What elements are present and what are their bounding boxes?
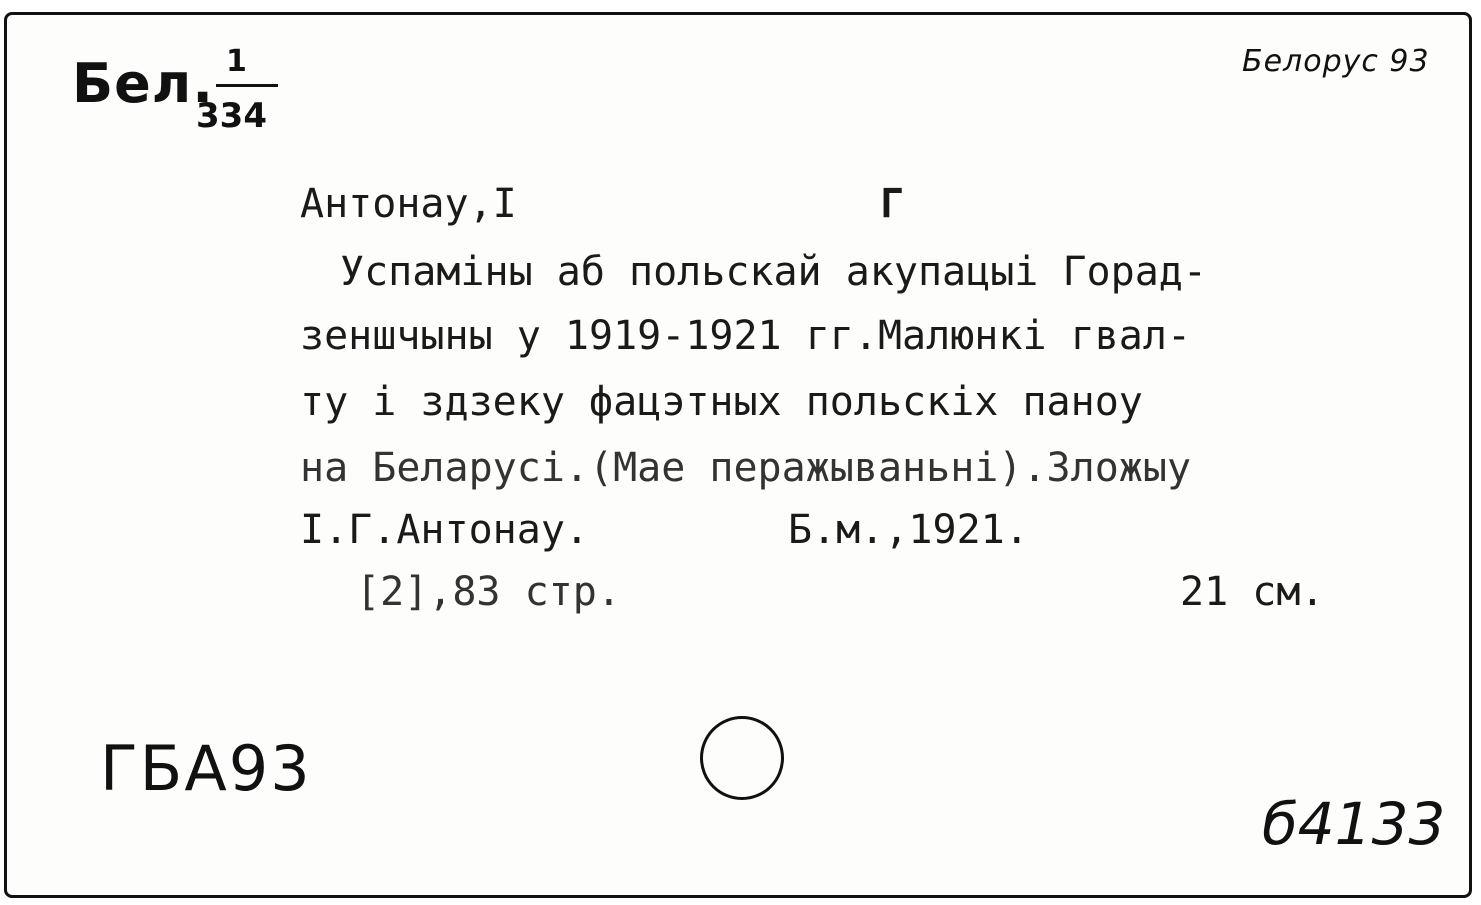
dimensions: 21 см. [1180, 569, 1325, 615]
shelfmark-denominator: 334 [196, 96, 267, 136]
title-line-4: на Беларусі.(Мае перажываньні).Зложыу [300, 445, 1192, 491]
title-line-3: ту і здзеку фацэтных польскіх паноу [300, 379, 1143, 425]
title-line-2: зеншчыны у 1919-1921 гг.Малюнкі гвал- [300, 313, 1192, 359]
shelfmark-prefix: Бел. [72, 52, 214, 115]
place-date: Б.м.,1921. [788, 507, 1029, 553]
card-punch-hole [700, 716, 784, 800]
pagination: [2],83 стр. [356, 569, 621, 615]
author-heading: Антонау,І [300, 181, 517, 227]
shelfmark-numerator: 1 [226, 44, 247, 79]
collection-label: Белорус 93 [1242, 44, 1430, 79]
statement-of-responsibility: І.Г.Антонау. [300, 507, 589, 553]
shelfmark-fraction-bar [216, 84, 278, 87]
title-line-1: Успаміны аб польскай акупацыі Горад- [340, 249, 1207, 295]
inventory-number: б4133 [1262, 790, 1446, 858]
author-initial-mark: Г [880, 181, 905, 227]
fund-label: ГБА93 [100, 732, 312, 805]
